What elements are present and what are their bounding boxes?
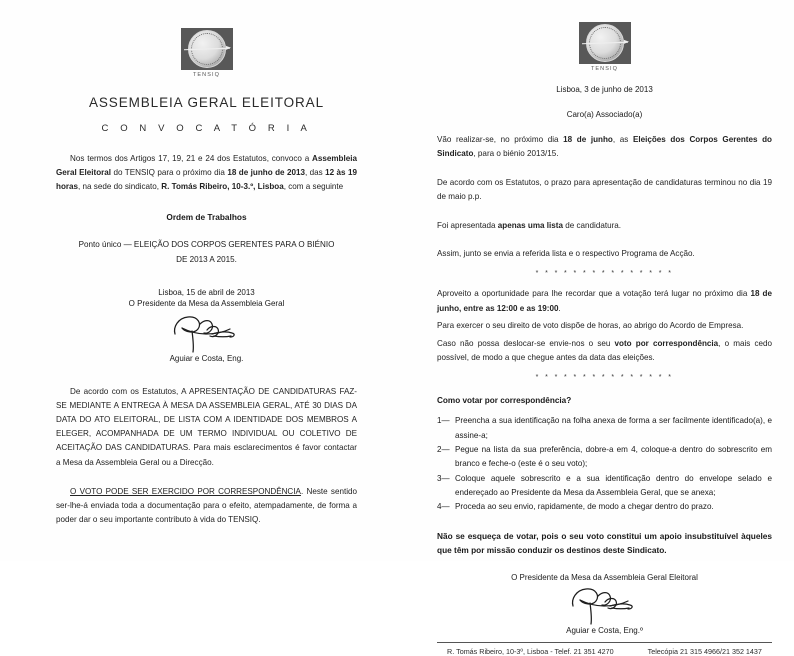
p5-t2: . [558, 303, 561, 313]
closing-call-to-action: Não se esqueça de votar, pois o seu voto constitui um apoio insubstituível àqueles que têm por missão conduzir os destinos deste Sindicato. [437, 530, 772, 556]
step-text: Proceda ao seu envio, rapidamente, de modo a chegar dentro do prazo. [455, 502, 714, 512]
footer-contact [437, 643, 772, 656]
p3-t2: de candidatura. [562, 220, 622, 230]
letter-paragraph-4: Assim, junto se envia a referida lista e o respectivo Programa de Acção. [437, 249, 695, 259]
letter-paragraph-7 [437, 337, 772, 366]
globe-emblem-icon [579, 22, 631, 64]
separator-stars-2: * * * * * * * * * * * * * * * [535, 374, 674, 382]
p7-b1: voto por correspondência [614, 338, 719, 348]
candidaturas-paragraph: De acordo com os Estatutos, A APRESENTAÇÃO DE CANDIDATURAS FAZ-SE MEDIANTE A ENTREGA À MESA DA ASSEMBLEIA GERAL, ATÉ 30 DIAS DA DATA DO ATO ELEITORAL, DE LISTA COM A IDENTIDADE DOS MEMBROS A ELEGER, ACOMPANHADA DE UM TERMO INDIVIDUAL OU COLETIVO DE ACEITAÇÃO DAS CANDIDATURAS. Para mais esclarecimentos é favor contactar a Mesa da Assembleia Geral ou a Direcção. [56, 386, 357, 467]
agenda-heading: Ordem de Trabalhos [166, 211, 247, 222]
step-text: Pegue na lista da sua preferência, dobre-a em 4, coloque-a dentro do sobrescrito em branco e feche-o (este é o seu voto); [455, 445, 772, 469]
p1-b2: Eleições dos Corpos Gerentes do Sindicato [437, 135, 772, 159]
conv-b3: 12 às 19 horas [56, 168, 357, 192]
document-subtitle: C O N V O C A T Ó R I A [101, 123, 312, 134]
step-number: 3— [437, 473, 450, 483]
agenda-item-line2: DE 2013 A 2015. [176, 254, 237, 264]
step-text: Preencha a sua identificação na folha anexa de forma a ser facilmente identificado(a), e assine-a; [455, 416, 772, 440]
p7-t1: Caso não possa deslocar-se envie-nos o seu [437, 338, 615, 348]
p7-t2: , o mais cedo possível, de modo a que chegue antes da data das eleições. [437, 338, 773, 363]
letter-paragraph-5 [437, 287, 772, 316]
step-text: Coloque aquele sobrescrito e a sua identificação dentro do envelope selado e endereçado ao Presidente da Mesa da Assembleia Geral, que se anexa; [455, 473, 772, 497]
letter-paragraph-1 [437, 133, 772, 162]
globe-emblem-icon [181, 28, 233, 70]
p3-t1: Foi apresentada [437, 220, 498, 230]
signature-left [56, 312, 357, 354]
howto-steps-list [437, 414, 772, 514]
conv-b1: Assembleia Geral Eleitoral [56, 154, 357, 178]
list-item [437, 414, 772, 443]
step-number: 1— [437, 416, 450, 426]
p5-b1: 18 de junho, entre as 12:00 e as 19:00 [437, 289, 772, 313]
president-role: O Presidente da Mesa da Assembleia Geral [128, 299, 285, 309]
list-item [437, 472, 772, 501]
p3-b1: apenas uma lista [497, 220, 563, 230]
howto-question-heading: Como votar por correspondência? [437, 396, 572, 406]
p1-b1: 18 de junho [563, 135, 613, 144]
logo-caption-right: TENSIQ [590, 66, 619, 72]
footer-address: R. Tomás Ribeiro, 10-3º, Lisboa - Telef. 21 351 4270 [447, 646, 614, 656]
voto-rest: . Neste sentido ser-lhe-á enviada toda a documentação para o efeito, atempadamente, de forma a poder dar o seu importante contributo à vida do TENSIQ. [56, 486, 357, 525]
conv-b4: R. Tomás Ribeiro, 10-3.º, Lisboa [161, 182, 284, 192]
conv-t4: , na sede do sindicato, [78, 182, 162, 192]
list-item [437, 443, 772, 472]
p1-t3: , para o biénio 2013/15. [473, 149, 559, 159]
letter-greeting: Caro(a) Associado(a) [566, 110, 643, 119]
signatory-name-left: Aguiar e Costa, Eng. [169, 353, 244, 363]
step-number: 2— [437, 445, 450, 455]
letter-paragraph-6: Para exercer o seu direito de voto dispõe de horas, ao abrigo do Acordo de Empresa. [437, 321, 744, 331]
convocation-paragraph [56, 152, 357, 195]
voto-paragraph [56, 485, 357, 528]
signature-right [437, 584, 772, 626]
p1-t1: Vão realizar-se, no próximo dia [437, 135, 564, 144]
letter-paragraph-2: De acordo com os Estatutos, o prazo para apresentação de candidaturas terminou no dia 19 de maio p.p. [437, 177, 772, 202]
voto-lead: O VOTO PODE SER EXERCIDO POR CORRESPONDÊNCIA [70, 486, 301, 496]
president-role-right: O Presidente da Mesa da Assembleia Geral Eleitoral [511, 572, 698, 582]
conv-t5: , com a seguinte [283, 182, 344, 192]
conv-t1: Nos termos dos Artigos 17, 19, 21 e 24 dos Estatutos, convoco a [70, 154, 312, 163]
letter-date: Lisboa, 3 de junho de 2013 [556, 85, 653, 94]
conv-t2: do TENSIQ para o próximo dia [111, 168, 228, 178]
p5-t1: Aproveito a oportunidade para lhe recordar que a votação terá lugar no próximo dia [437, 289, 751, 299]
conv-t3: , das [304, 168, 326, 178]
p1-t2: , as [612, 135, 633, 144]
letter-page [413, 0, 794, 656]
letter-paragraph-3 [437, 219, 772, 233]
tensiq-logo [56, 28, 357, 78]
tensiq-logo-right [437, 22, 772, 72]
convocation-page [0, 0, 413, 561]
conv-b2: 18 de junho de 2013 [227, 168, 305, 178]
logo-caption: TENSIQ [192, 72, 221, 78]
footer-fax: Telecópia 21 315 4966/21 352 1437 [647, 646, 762, 656]
signatory-name-right: Aguiar e Costa, Eng.º [566, 625, 643, 635]
voto-correspondencia-block [56, 485, 357, 528]
page-title: ASSEMBLEIA GERAL ELEITORAL [89, 95, 324, 110]
step-number: 4— [437, 502, 450, 512]
separator-stars-1: * * * * * * * * * * * * * * * [535, 270, 674, 278]
place-and-date: Lisboa, 15 de abril de 2013 [158, 287, 255, 297]
list-item [437, 500, 772, 514]
agenda-item-line1: Ponto único — ELEIÇÃO DOS CORPOS GERENTES PARA O BIÉNIO [78, 239, 335, 249]
candidaturas-block [56, 385, 357, 470]
